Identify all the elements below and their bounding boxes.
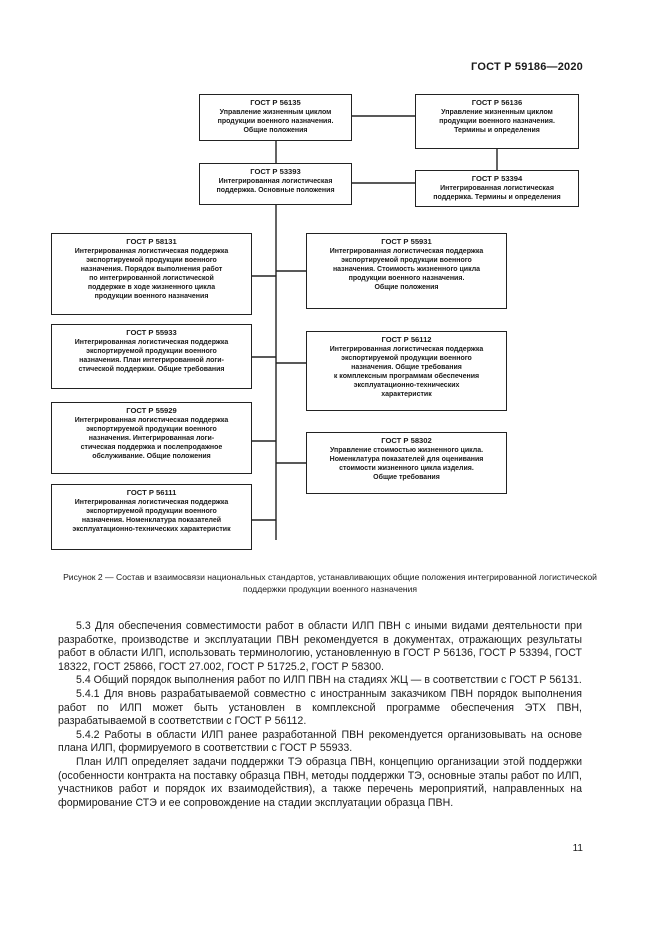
paragraph: 5.4 Общий порядок выполнения работ по ИЛП ПВН на стадиях ЖЦ — в соответствии с ГОСТ Р 56131. <box>76 674 582 687</box>
box-code: ГОСТ Р 56111 <box>126 488 177 497</box>
body-text <box>58 620 582 810</box>
box-gost-55929 <box>51 402 252 474</box>
figure-caption: Рисунок 2 — Состав и взаимосвязи национальных стандартов, устанавливающих общие положения интегрированной логистической поддержки продукции военного назначения <box>63 572 597 594</box>
box-code: ГОСТ Р 55931 <box>381 237 432 246</box>
box-desc: Интегрированная логистическая поддержка экспортируемой продукции военного назначения. План интегрированной логи- стической поддержки. Общие требования <box>74 339 229 373</box>
paragraph: 5.4.1 Для вновь разрабатываемой совместно с иностранным заказчиком ПВН порядок выполнения работ по ИЛП может быть установлен в комплексной программе обеспечения ЭТХ ПВН, разрабатываемой в соответствии с ГОСТ Р 56112. <box>58 687 582 728</box>
box-code: ГОСТ Р 58302 <box>381 436 432 445</box>
page-number: 11 <box>572 843 583 854</box>
box-desc: Интегрированная логистическая поддержка. Основные положения <box>216 178 335 194</box>
box-gost-55931 <box>306 233 507 309</box>
box-code: ГОСТ Р 56135 <box>250 98 301 107</box>
box-gost-53394 <box>415 170 579 207</box>
box-gost-56111 <box>51 484 252 550</box>
box-gost-58302 <box>306 432 507 494</box>
paragraph: 5.3 Для обеспечения совместимости работ в области ИЛП ПВН с иными видами деятельности при разработке, производстве и эксплуатации ПВН рекомендуется в документах, отражающих результаты работ в области ИЛП, использовать терминологию, установленную в ГОСТ Р 56136, ГОСТ Р 53394, ГОСТ 18322, ГОСТ 25866, ГОСТ 27.002, ГОСТ Р 51725.2, ГОСТ Р 58300. <box>58 620 582 673</box>
box-desc: Интегрированная логистическая поддержка экспортируемой продукции военного назначения. Интегрированная логи- стическая поддержка и послепродажное обслуживание. Общие положения <box>74 417 229 460</box>
box-code: ГОСТ Р 55933 <box>126 328 177 337</box>
paragraph: План ИЛП определяет задачи поддержки ТЭ образца ПВН, концепцию организации этой поддержки (особенности контракта на поставку образца ПВН, методы поддержки ТЭ, основные этапы работ по ИЛП, участников работ и порядок их взаимодействия), а также перечень мероприятий, направленных на формирование СТЭ и ее сопровождение на стадии эксплуатации образца ПВН. <box>58 755 582 809</box>
box-desc: Интегрированная логистическая поддержка экспортируемой продукции военного назначения. Общие требования к комплексным программам обеспечения эксплуатационно-технических характеристик <box>329 346 484 398</box>
page-header: ГОСТ Р 59186—2020 <box>471 61 583 73</box>
box-code: ГОСТ Р 58131 <box>126 237 177 246</box>
box-gost-55933 <box>51 324 252 389</box>
box-gost-56112 <box>306 331 507 411</box>
box-code: ГОСТ Р 53393 <box>250 167 301 176</box>
box-desc: Управление стоимостью жизненного цикла. Номенклатура показателей для оценивания стоимости жизненного цикла изделия. Общие требования <box>329 447 484 481</box>
box-desc: Интегрированная логистическая поддержка экспортируемой продукции военного назначения. Порядок выполнения работ по интегрированной логистической поддержке в ходе жизненного цикла продукции военного назначения <box>74 248 229 300</box>
box-gost-53393 <box>199 163 352 205</box>
box-gost-56135 <box>199 94 352 141</box>
box-code: ГОСТ Р 53394 <box>471 174 523 183</box>
box-desc: Управление жизненным циклом продукции военного назначения. Термины и определения <box>439 109 555 134</box>
box-code: ГОСТ Р 56112 <box>381 335 432 344</box>
box-desc: Управление жизненным циклом продукции военного назначения. Общие положения <box>217 109 334 134</box>
box-code: ГОСТ Р 55929 <box>126 406 177 415</box>
box-desc: Интегрированная логистическая поддержка. Термины и определения <box>433 185 561 201</box>
box-gost-56136 <box>415 94 579 149</box>
paragraph: 5.4.2 Работы в области ИЛП ранее разработанной ПВН рекомендуется организовывать на основе плана ИЛП, формируемого в соответствии с ГОСТ Р 55933. <box>58 728 582 755</box>
box-code: ГОСТ Р 56136 <box>471 98 523 107</box>
box-gost-58131 <box>51 233 252 315</box>
box-desc: Интегрированная логистическая поддержка экспортируемой продукции военного назначения. Стоимость жизненного цикла продукции военного назначения. Общие положения <box>329 248 484 291</box>
box-desc: Интегрированная логистическая поддержка экспортируемой продукции военного назначения. Номенклатура показателей эксплуатационно-технических характеристик <box>72 499 231 533</box>
